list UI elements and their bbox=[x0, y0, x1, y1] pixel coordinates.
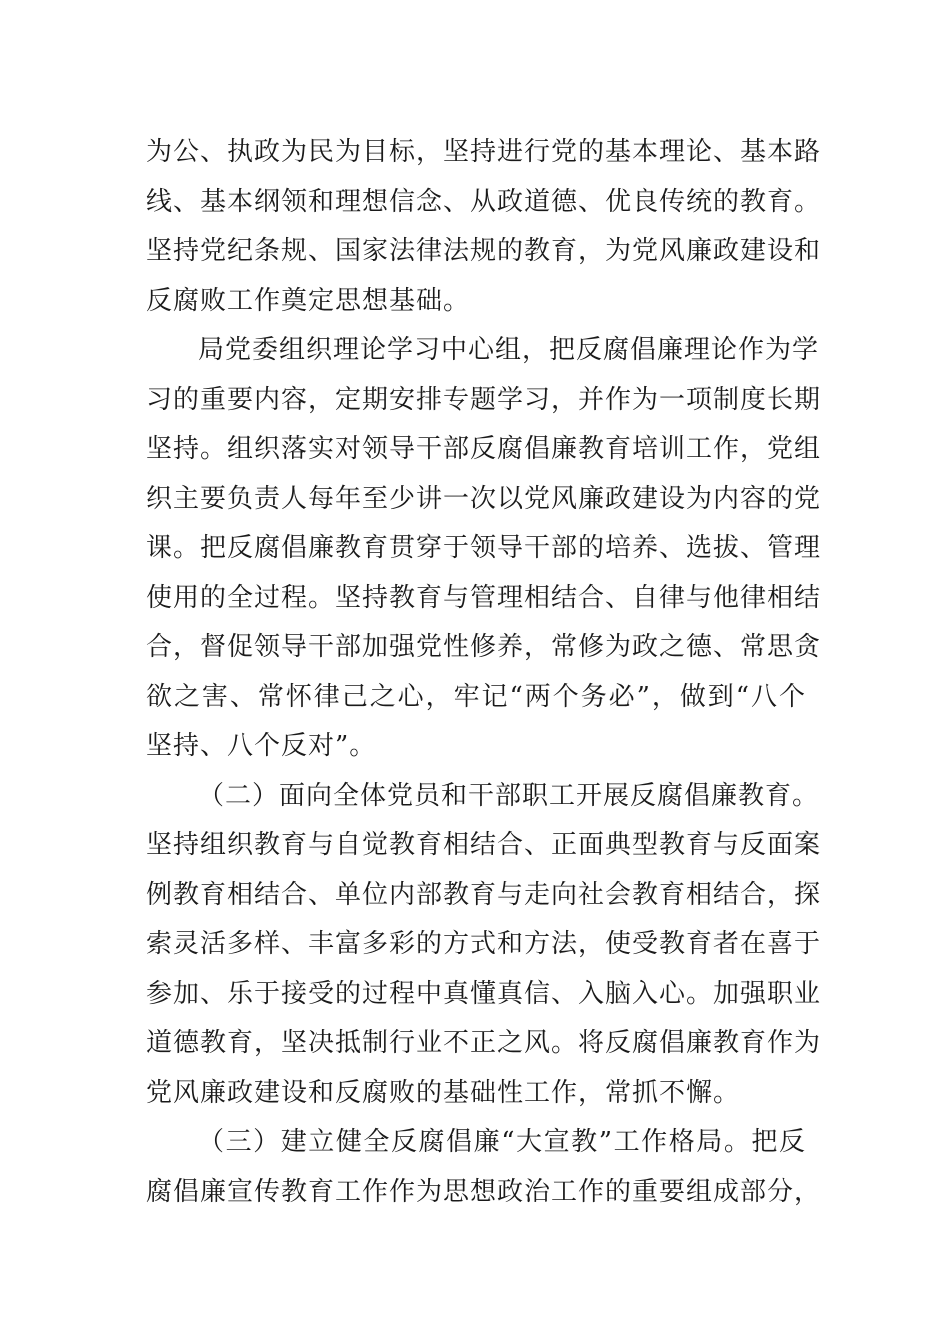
text-line: 反腐败工作奠定思想基础。 bbox=[146, 285, 471, 316]
paragraph-start-line: 局党委组织理论学习中心组，把反腐倡廉理论作为学 bbox=[198, 335, 820, 365]
section-heading-line: （三）建立健全反腐倡廉“大宣教”工作格局。把反 bbox=[198, 1127, 806, 1157]
text-line: 坚持组织教育与自觉教育相结合、正面典型教育与反面案 bbox=[146, 830, 822, 860]
text-line: 线、基本纲领和理想信念、从政道德、优良传统的教育。 bbox=[146, 186, 822, 217]
text-line: 织主要负责人每年至少讲一次以党风廉政建设为内容的党 bbox=[146, 483, 822, 514]
text-line: 索灵活多样、丰富多彩的方式和方法，使受教育者在喜于 bbox=[146, 929, 822, 959]
text-line: 坚持。组织落实对领导干部反腐倡廉教育培训工作，党组 bbox=[146, 434, 822, 464]
document-body bbox=[146, 128, 822, 1217]
text-line: 例教育相结合、单位内部教育与走向社会教育相结合，探 bbox=[146, 879, 822, 910]
text-line: 坚持、八个反对”。 bbox=[146, 731, 377, 761]
text-line: 合，督促领导干部加强党性修养，常修为政之德、常思贪 bbox=[146, 632, 822, 662]
text-line: 为公、执政为民为目标，坚持进行党的基本理论、基本路 bbox=[146, 137, 822, 167]
text-line: 坚持党纪条规、国家法律法规的教育，为党风廉政建设和 bbox=[146, 236, 822, 266]
text-line: 习的重要内容，定期安排专题学习，并作为一项制度长期 bbox=[146, 384, 822, 415]
text-line: 道德教育，坚决抵制行业不正之风。将反腐倡廉教育作为 bbox=[146, 1028, 822, 1058]
text-line: 使用的全过程。坚持教育与管理相结合、自律与他律相结 bbox=[146, 582, 822, 613]
text-line: 党风廉政建设和反腐败的基础性工作，常抓不懈。 bbox=[146, 1077, 741, 1108]
text-line: 腐倡廉宣传教育工作作为思想政治工作的重要组成部分， bbox=[146, 1176, 822, 1207]
section-heading-line: （二）面向全体党员和干部职工开展反腐倡廉教育。 bbox=[198, 780, 820, 811]
text-line: 参加、乐于接受的过程中真懂真信、入脑入心。加强职业 bbox=[146, 978, 822, 1009]
text-line: 课。把反腐倡廉教育贯穿于领导干部的培养、选拔、管理 bbox=[146, 533, 822, 563]
text-line: 欲之害、常怀律己之心，牢记“两个务必”，做到“八个 bbox=[146, 681, 806, 712]
